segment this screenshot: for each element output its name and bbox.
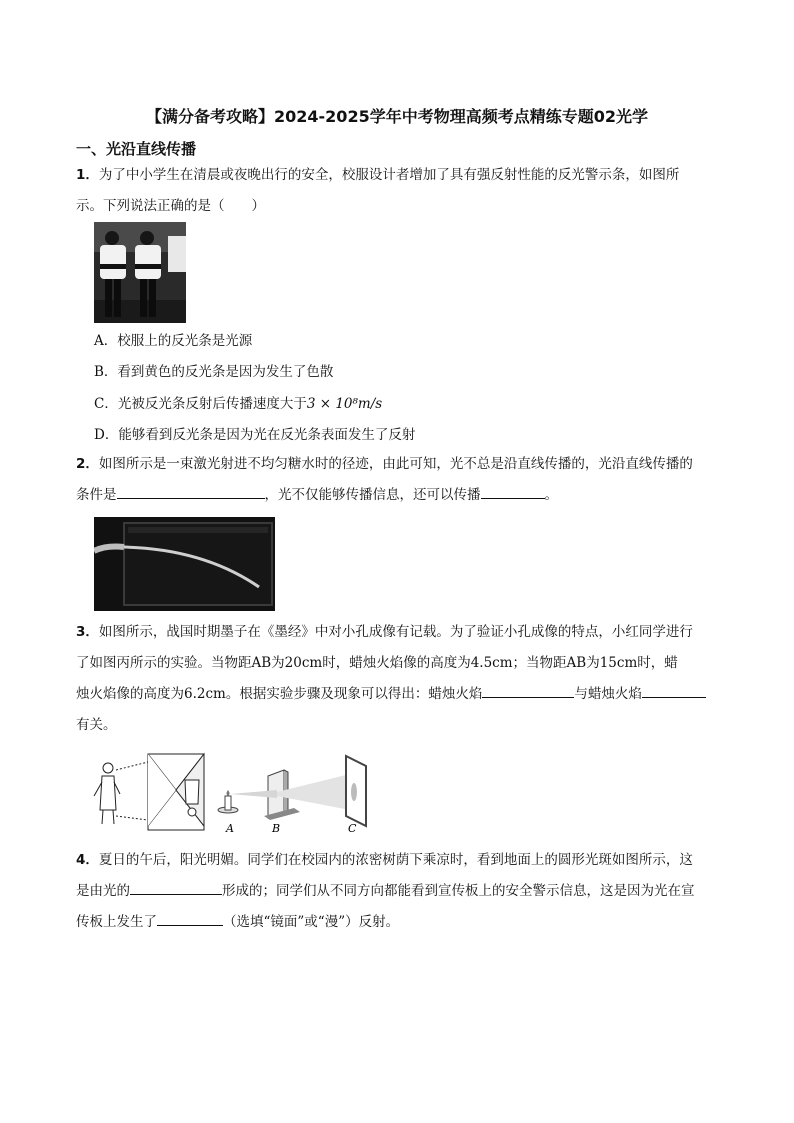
question-number: 1． [76,167,99,183]
reflective-uniform-photo [94,222,186,323]
question-text: 。 [544,487,558,503]
option-c-math: 3 × 10⁸m/s [306,396,383,412]
question-1 [76,160,746,222]
question-4 [76,845,746,938]
option-c-text: C．光被反光条反射后传播速度大于 [94,396,307,412]
question-text: 夏日的午后，阳光明媚。同学们在校园内的浓密树荫下乘凉时，看到地面上的圆形光斑如图所示，这 [98,852,693,868]
question-text: 传板上发生了 [76,914,157,930]
option-a: A．校服上的反光条是光源 [94,333,253,349]
question-number: 2． [76,456,99,472]
pinhole-camera-figure [88,750,378,838]
question-number: 4． [76,852,99,868]
question-text: 为了中小学生在清晨或夜晚出行的安全，校服设计者增加了具有强反射性能的反光警示条，如图所 [98,167,680,183]
option-b: B．看到黄色的反光条是因为发生了色散 [94,364,334,380]
answer-blank[interactable] [130,880,222,895]
question-text: 如图所示是一束激光射进不均匀糖水时的径迹，由此可知，光不总是沿直线传播的，光沿直线传播的 [98,456,693,472]
question-text: 示。下列说法正确的是（ ） [76,198,265,214]
option-d: D．能够看到反光条是因为光在反光条表面发生了反射 [94,427,416,443]
question-number: 3． [76,624,99,640]
question-text: 有关。 [76,717,117,733]
question-text: 如图所示，战国时期墨子在《墨经》中对小孔成像有记载。为了验证小孔成像的特点，小红同学进行 [98,624,693,640]
label-c: C [348,822,357,835]
question-3 [76,617,746,741]
laser-sugar-water-photo [94,517,275,611]
question-text: ，光不仅能够传播信息，还可以传播 [264,487,481,503]
question-text: 条件是 [76,487,117,503]
question-2 [76,449,746,511]
answer-blank[interactable] [482,683,574,698]
answer-blank[interactable] [642,683,706,698]
question-text: 形成的；同学们从不同方向都能看到宣传板上的安全警示信息，这是因为光在宣 [222,883,695,899]
label-a: A [226,822,234,835]
question-text: 烛火焰像的高度为6.2cm。根据实验步骤及现象可以得出：蜡烛火焰 [76,686,483,702]
question-text: 了如图丙所示的实验。当物距AB为20cm时，蜡烛火焰像的高度为4.5cm；当物距AB为15cm时，蜡 [76,655,678,671]
label-b: B [272,822,281,835]
question-text: 与蜡烛火焰 [574,686,642,702]
question-text: （选填“镜面”或“漫”）反射。 [223,914,400,930]
question-text: 是由光的 [76,883,130,899]
answer-blank[interactable] [157,911,223,926]
section-heading: 一、光沿直线传播 [76,140,197,158]
page-title: 【满分备考攻略】2024-2025学年中考物理高频考点精练专题02光学 [146,107,648,126]
answer-blank[interactable] [481,484,545,499]
answer-blank[interactable] [117,484,265,499]
option-c [94,394,382,414]
